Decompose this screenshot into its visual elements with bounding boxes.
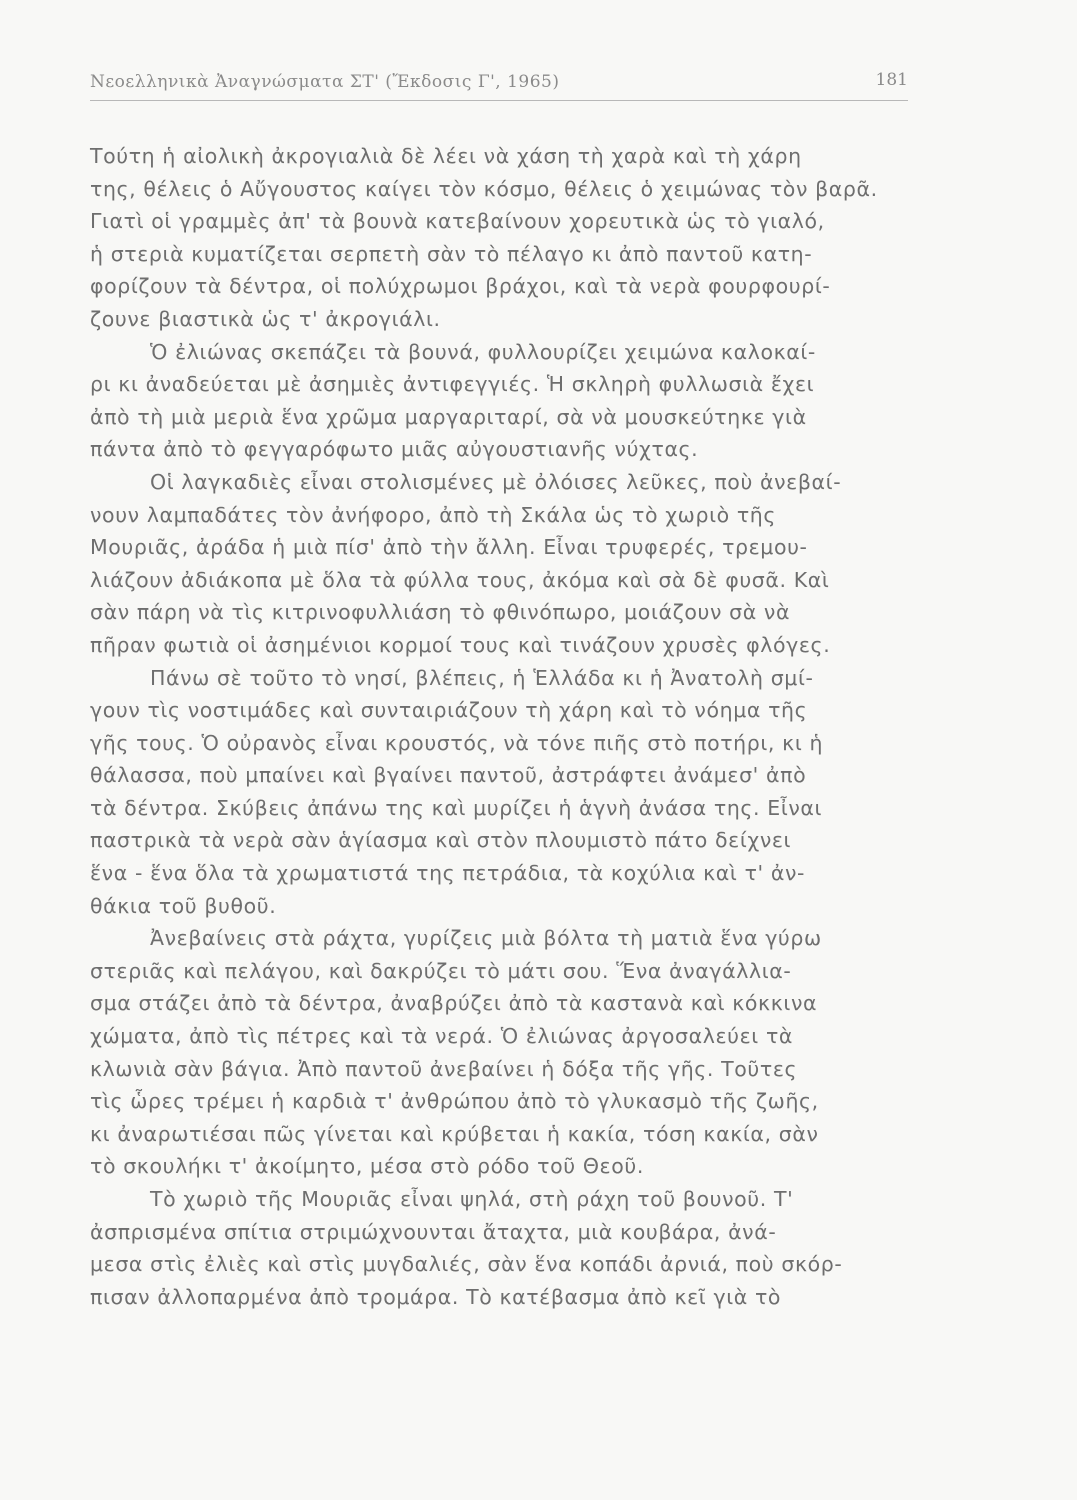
text-line: ἕνα - ἕνα ὅλα τὰ χρωματιστά της πετράδια, τὰ κοχύλια καὶ τ' ἀν- [90,861,806,886]
text-line: Γιατὶ οἱ γραμμὲς ἀπ' τὰ βουνὰ κατεβαίνουν χορευτικὰ ὡς τὸ γιαλό, [90,209,825,234]
text-line: χώματα, ἀπὸ τὶς πέτρες καὶ τὰ νερά. Ὁ ἐλιώνας ἀργοσαλεύει τὰ [90,1024,794,1049]
text-line: πάντα ἀπὸ τὸ φεγγαρόφωτο μιᾶς αὐγουστιανῆς νύχτας. [90,437,699,462]
page-number: 181 [875,70,908,90]
text-line: θάκια τοῦ βυθοῦ. [90,893,277,918]
text-line: σὰν πάρη νὰ τὶς κιτρινοφυλλιάση τὸ φθινόπωρο, μοιάζουν σὰ νὰ [90,600,791,625]
text-line: Ὁ ἐλιώνας σκεπάζει τὰ βουνά, φυλλουρίζει χειμώνα καλοκαί- [150,339,816,364]
text-line: Τὸ χωριὸ τῆς Μουριᾶς εἶναι ψηλά, στὴ ράχη τοῦ βουνοῦ. Τ' [150,1187,794,1211]
text-line: στεριᾶς καὶ πελάγου, καὶ δακρύζει τὸ μάτι σου. Ἕνα ἀναγάλλια- [90,958,792,983]
text-line: παστρικὰ τὰ νερὰ σὰν ἁγίασμα καὶ στὸν πλουμιστὸ πάτο δείχνει [90,828,792,853]
text-line: της, θέλεις ὁ Αὔγουστος καίγει τὸν κόσμο, θέλεις ὁ χειμώνας τὸν βαρᾶ. [90,176,878,201]
text-line: τὰ δέντρα. Σκύβεις ἀπάνω της καὶ μυρίζει ἡ ἁγνὴ ἀνάσα της. Εἶναι [90,795,823,820]
text-line: τὶς ὧρες τρέμει ἡ καρδιὰ τ' ἀνθρώπου ἀπὸ τὸ γλυκασμὸ τῆς ζωῆς, [90,1089,819,1114]
text-line: τὸ σκουλήκι τ' ἀκοίμητο, μέσα στὸ ρόδο τοῦ Θεοῦ. [90,1154,644,1179]
text-line: Μουριᾶς, ἀράδα ἡ μιὰ πίσ' ἀπὸ τὴν ἄλλη. Εἶναι τρυφερές, τρεμου- [90,535,808,560]
text-line: ἡ στεριὰ κυματίζεται σερπετὴ σὰν τὸ πέλαγο κι ἀπὸ παντοῦ κατη- [90,241,813,266]
text-line: Οἱ λαγκαδιὲς εἶναι στολισμένες μὲ ὀλόισες λεῦκες, ποὺ ἀνεβαί- [150,469,842,494]
text-line: Πάνω σὲ τοῦτο τὸ νησί, βλέπεις, ἡ Ἑλλάδα κι ἡ Ἀνατολὴ σμί- [150,665,814,690]
text-line: λιάζουν ἀδιάκοπα μὲ ὅλα τὰ φύλλα τους, ἀκόμα καὶ σὰ δὲ φυσᾶ. Καὶ [90,567,830,592]
text-line: νουν λαμπαδάτες τὸν ἀνήφορο, ἀπὸ τὴ Σκάλα ὡς τὸ χωριὸ τῆς [90,502,777,527]
page-header [90,68,908,101]
text-line: κλωνιὰ σὰν βάγια. Ἀπὸ παντοῦ ἀνεβαίνει ἡ δόξα τῆς γῆς. Τοῦτες [90,1056,798,1081]
text-line: σμα στάζει ἀπὸ τὰ δέντρα, ἀναβρύζει ἀπὸ τὰ καστανὰ καὶ κόκκινα [90,991,818,1016]
body-text [90,140,920,1313]
text-line: θάλασσα, ποὺ μπαίνει καὶ βγαίνει παντοῦ, ἀστράφτει ἀνάμεσ' ἀπὸ [90,763,807,788]
text-line: ἀσπρισμένα σπίτια στριμώχνουνται ἄταχτα, μιὰ κουβάρα, ἀνά- [90,1219,777,1244]
text-line: φορίζουν τὰ δέντρα, οἱ πολύχρωμοι βράχοι, καὶ τὰ νερὰ φουρφουρί- [90,274,831,299]
text-line: γῆς τους. Ὁ οὐρανὸς εἶναι κρουστός, νὰ τόνε πιῆς στὸ ποτήρι, κι ἡ [90,730,824,755]
text-line: Τούτη ἡ αἰολικὴ ἀκρογιαλιὰ δὲ λέει νὰ χάση τὴ χαρὰ καὶ τὴ χάρη [90,144,802,168]
text-line: γουν τὶς νοστιμάδες καὶ συνταιριάζουν τὴ χάρη καὶ τὸ νόημα τῆς [90,698,808,723]
text-line: ζουνε βιαστικὰ ὡς τ' ἀκρογιάλι. [90,306,441,331]
running-head-title: Νεοελληνικὰ Ἀναγνώσματα ΣΤ' (Ἔκδοσις Γ', 1965) [90,72,560,92]
text-line: μεσα στὶς ἐλιὲς καὶ στὶς μυγδαλιές, σὰν ἕνα κοπάδι ἀρνιά, ποὺ σκόρ- [90,1252,843,1277]
text-line: ἀπὸ τὴ μιὰ μεριὰ ἕνα χρῶμα μαργαριταρί, σὰ νὰ μουσκεύτηκε γιὰ [90,404,807,429]
text-line: πισαν ἀλλοπαρμένα ἀπὸ τρομάρα. Τὸ κατέβασμα ἀπὸ κεῖ γιὰ τὸ [90,1284,782,1309]
text-line: Ἀνεβαίνεις στὰ ράχτα, γυρίζεις μιὰ βόλτα τὴ ματιὰ ἕνα γύρω [150,926,822,951]
text-line: κι ἀναρωτιέσαι πῶς γίνεται καὶ κρύβεται ἡ κακία, τόση κακία, σὰν [90,1121,819,1146]
text-line: ρι κι ἀναδεύεται μὲ ἀσημιὲς ἀντιφεγγιές. Ἡ σκληρὴ φυλλωσιὰ ἔχει [90,372,815,397]
text-line: πῆραν φωτιὰ οἱ ἀσημένιοι κορμοί τους καὶ τινάζουν χρυσὲς φλόγες. [90,632,831,657]
